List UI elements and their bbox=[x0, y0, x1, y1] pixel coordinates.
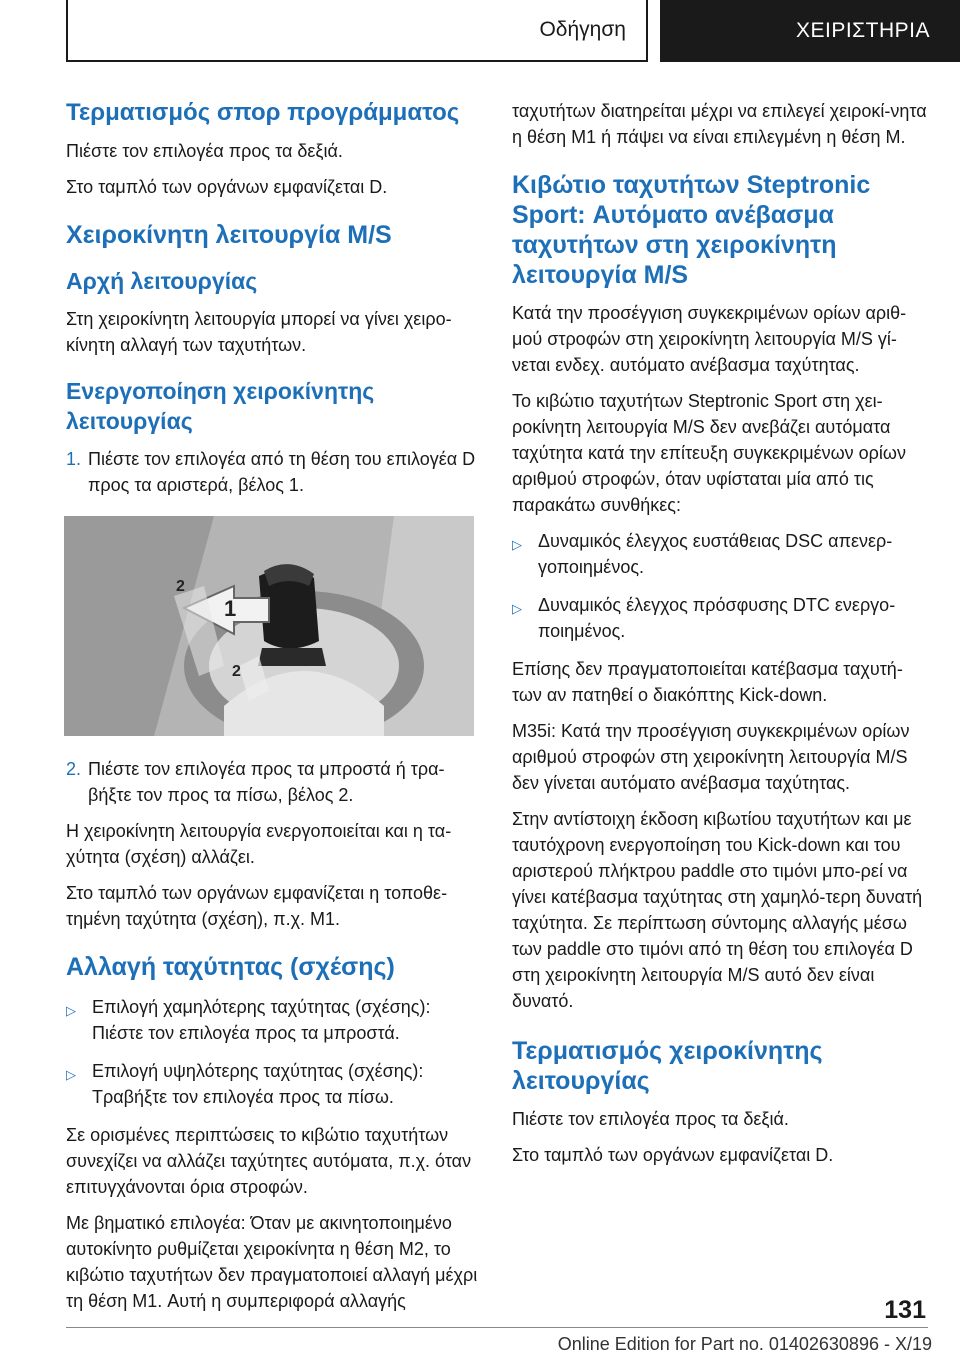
step-2 bbox=[66, 756, 478, 808]
heading-principle: Αρχή λειτουργίας bbox=[66, 268, 258, 294]
paragraph: Πιέστε τον επιλογέα προς τα δεξιά. bbox=[512, 1109, 789, 1129]
bullet-item bbox=[512, 592, 928, 644]
right-column bbox=[512, 98, 928, 1178]
arrow-label-2-bottom: 2 bbox=[232, 663, 241, 680]
paragraph: Στο ταμπλό των οργάνων εμφανίζεται η τοποθε-τημένη ταχύτητα (σχέση), π.χ. M1. bbox=[66, 883, 448, 929]
paragraph: Σε ορισμένες περιπτώσεις το κιβώτιο ταχυτήτων συνεχίζει να αλλάζει ταχύτητες αυτόματα, π.χ. όταν επιτυγχάνονται όρια στροφών. bbox=[66, 1125, 472, 1197]
header-section-tab bbox=[66, 0, 648, 62]
heading-gear-shift: Αλλαγή ταχύτητας (σχέσης) bbox=[66, 953, 395, 981]
bullet-text: Δυναμικός έλεγχος ευστάθειας DSC απενερ-γοποιημένος. bbox=[538, 531, 893, 577]
footer-divider bbox=[66, 1327, 928, 1328]
paragraph: Η χειροκίνητη λειτουργία ενεργοποιείται και η τα-χύτητα (σχέση) αλλάζει. bbox=[66, 821, 452, 867]
chapter-label: ΧΕΙΡΙΣΤΗΡΙΑ bbox=[795, 19, 930, 42]
paragraph: Επίσης δεν πραγματοποιείται κατέβασμα ταχυτή-των αν πατηθεί ο διακόπτης Kick-down. bbox=[512, 659, 903, 705]
paragraph: Στην αντίστοιχη έκδοση κιβωτίου ταχυτήτων και με ταυτόχρονη ενεργοποίηση του Kick-down και του αριστερού πλήκτρου paddle στο τιμόνι μπο-ρεί να γίνει κατέβασμα ταχύτητας στη χαμηλό-τερη δυνατή ταχύτητα. Σε περίπτωση σύντομης αλλαγής μέσω των paddle στο τιμόνι από τη θέση του επιλογέα D στη χειροκίνητη λειτουργία M/S αυτό δεν είναι δυνατό. bbox=[512, 809, 923, 1011]
arrow-label-2-top: 2 bbox=[176, 578, 185, 595]
paragraph: Κατά την προσέγγιση συγκεκριμένων ορίων αριθ-μού στροφών στη χειροκίνητη λειτουργία M/S γί-νεται ενδεχ. αυτόματο ανέβασμα ταχύτητας. bbox=[512, 303, 907, 375]
triangle-right-icon: ▷ bbox=[66, 1067, 76, 1082]
bullet-item bbox=[66, 1058, 478, 1110]
heading-manual-mode: Χειροκίνητη λειτουργία M/S bbox=[66, 221, 392, 249]
paragraph: M35i: Κατά την προσέγγιση συγκεκριμένων ορίων αριθμού στροφών στη χειροκίνητη λειτουργία M/S δεν γίνεται αυτόματο ανέβασμα ταχύτητας. bbox=[512, 721, 910, 793]
gear-selector-illustration bbox=[64, 516, 474, 736]
step-number: 1. bbox=[66, 449, 82, 469]
step-text: Πιέστε τον επιλογέα από τη θέση του επιλογέα D προς τα αριστερά, βέλος 1. bbox=[88, 449, 476, 495]
triangle-right-icon: ▷ bbox=[512, 537, 522, 552]
step-1 bbox=[66, 446, 478, 498]
heading-steptronic-sport: Κιβώτιο ταχυτήτων Steptronic Sport: Αυτόματο ανέβασμα ταχυτήτων στη χειροκίνητη λειτουργία M/S bbox=[512, 171, 871, 289]
triangle-right-icon: ▷ bbox=[512, 601, 522, 616]
paragraph: Πιέστε τον επιλογέα προς τα δεξιά. bbox=[66, 141, 343, 161]
heading-activate-manual: Ενεργοποίηση χειροκίνητης λειτουργίας bbox=[66, 378, 375, 434]
bullet-text: Επιλογή υψηλότερης ταχύτητας (σχέσης): Τραβήξτε τον επιλογέα προς τα πίσω. bbox=[92, 1061, 424, 1107]
heading-end-sport: Τερματισμός σπορ προγράμματος bbox=[66, 99, 460, 126]
left-column bbox=[66, 98, 478, 1324]
paragraph: Με βηματικό επιλογέα: Όταν με ακινητοποιημένο αυτοκίνητο ρυθμίζεται χειροκίνητα η θέση M2, το κιβώτιο ταχυτήτων δεν πραγματοποιεί αλλαγή μέχρι τη θέση M1. Αυτή η συμπεριφορά αλλαγής bbox=[66, 1213, 478, 1311]
section-label: Οδήγηση bbox=[539, 18, 626, 41]
footer-edition: Online Edition for Part no. 01402630896 - X/19 bbox=[557, 1334, 932, 1354]
step-number: 2. bbox=[66, 759, 82, 779]
triangle-right-icon: ▷ bbox=[66, 1003, 76, 1018]
paragraph: ταχυτήτων διατηρείται μέχρι να επιλεγεί χειροκί-νητα η θέση M1 ή πάψει να είναι επιλεγμένη η θέση M. bbox=[512, 101, 927, 147]
bullet-item bbox=[66, 994, 478, 1046]
paragraph: Το κιβώτιο ταχυτήτων Steptronic Sport στη χει-ροκίνητη λειτουργία M/S δεν ανεβάζει αυτόματα ταχύτητα κατά την επίτευξη συγκεκριμένων ορίων αριθμού στροφών, όταν υφίσταται μία από τις παρακάτω συνθήκες: bbox=[512, 391, 906, 515]
bullet-item bbox=[512, 528, 928, 580]
heading-end-manual: Τερματισμός χειροκίνητης λειτουργίας bbox=[512, 1037, 823, 1095]
paragraph: Στη χειροκίνητη λειτουργία μπορεί να γίνει χειρο-κίνητη αλλαγή των ταχυτήτων. bbox=[66, 309, 452, 355]
paragraph: Στο ταμπλό των οργάνων εμφανίζεται D. bbox=[66, 177, 388, 197]
arrow-label-1: 1 bbox=[224, 596, 237, 621]
header-chapter-tab bbox=[660, 0, 960, 62]
bullet-text: Επιλογή χαμηλότερης ταχύτητας (σχέσης): Πιέστε τον επιλογέα προς τα μπροστά. bbox=[92, 997, 431, 1043]
bullet-text: Δυναμικός έλεγχος πρόσφυσης DTC ενεργο-ποιημένος. bbox=[538, 595, 896, 641]
page-number: 131 bbox=[884, 1296, 926, 1324]
step-text: Πιέστε τον επιλογέα προς τα μπροστά ή τρα-βήξτε τον προς τα πίσω, βέλος 2. bbox=[88, 759, 445, 805]
gear-selector-photo bbox=[64, 516, 474, 736]
paragraph: Στο ταμπλό των οργάνων εμφανίζεται D. bbox=[512, 1145, 834, 1165]
